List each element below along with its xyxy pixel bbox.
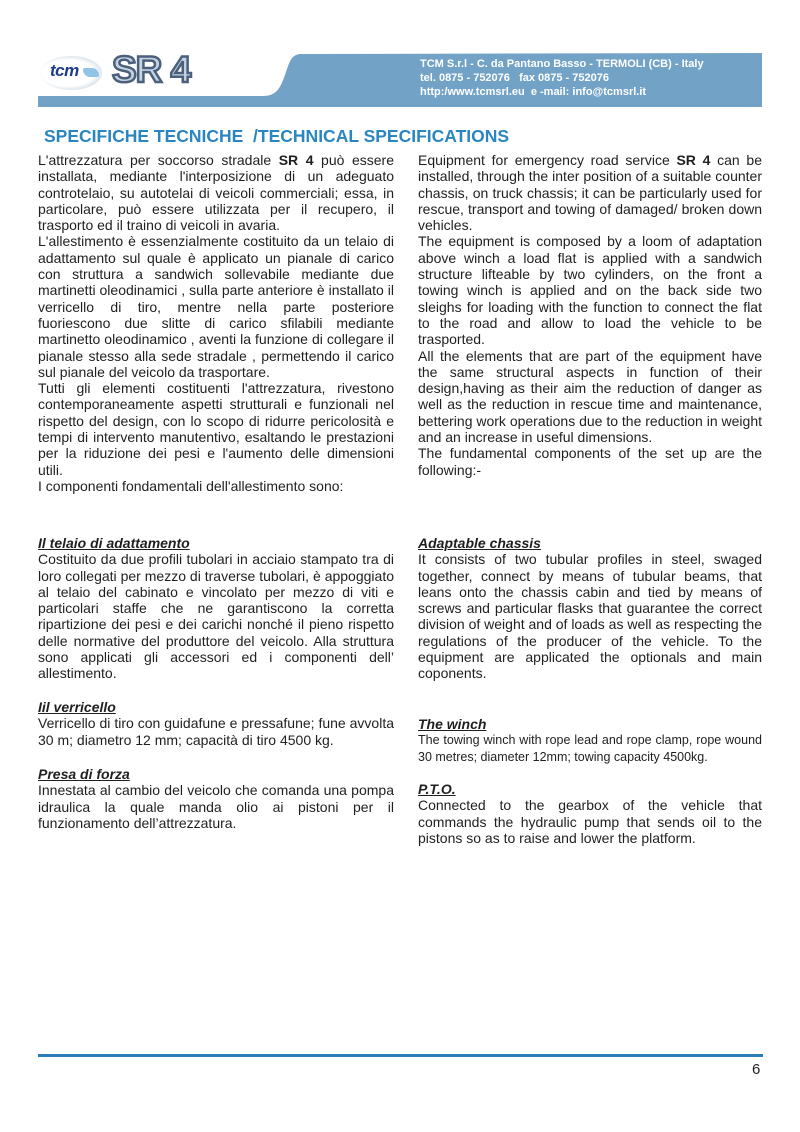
english-section-winch <box>418 716 762 765</box>
english-intro <box>418 152 762 478</box>
section-text: Innestata al cambio del veicolo che comanda una pompa idraulica la quale manda olio ai pistoni per il funzionamento dell’attrezzatura. <box>38 782 394 831</box>
product-logo: SR 4 <box>112 49 191 90</box>
section-heading: The winch <box>418 716 487 732</box>
english-intro-p4: The fundamental components of the set up are the following:- <box>418 445 762 478</box>
section-heading: Presa di forza <box>38 766 130 782</box>
section-heading: P.T.O. <box>418 781 456 797</box>
section-text: The towing winch with rope lead and rope clamp, rope wound 30 metres; diameter 12mm; towing capacity 4500kg. <box>418 733 762 764</box>
page-title: SPECIFICHE TECNICHE /TECHNICAL SPECIFICATIONS <box>44 126 510 146</box>
section-heading: Il telaio di adattamento <box>38 535 190 551</box>
brand-logo-text: tcm <box>50 61 79 80</box>
section-heading: Iil verricello <box>38 699 116 715</box>
section-heading: Adaptable chassis <box>418 535 541 551</box>
company-address: TCM S.r.l - C. da Pantano Basso - TERMOLI (CB) - Italy <box>420 58 704 70</box>
italian-intro <box>38 152 394 494</box>
company-contact <box>420 57 704 99</box>
english-section-chassis <box>418 535 762 682</box>
section-text: Connected to the gearbox of the vehicle that commands the hydraulic pump that sends oil to the pistons so as to raise and lower the platform. <box>418 797 762 846</box>
italian-section-pto <box>38 766 394 831</box>
section-text: It consists of two tubular profiles in steel, swaged together, connect by means of tubular beams, that leans onto the chassis cabin and tied by means of screws and particular flasks that guarantee the correct division of weight and of loads as well as respecting the regulations of the producer of the vehicle. To the equipment are applicated the optionals and main coponents. <box>418 551 762 682</box>
english-intro-p2: The equipment is composed by a loom of adaptation above winch a load flat is applied with a sandwich structure lifteable by two cylinders, on the front a towing winch is applied and on the back side two sleighs for loading with the function to connect the flat to the road and allow to load the vehicle to be trasported. <box>418 233 762 348</box>
company-phone-fax: tel. 0875 - 752076 fax 0875 - 752076 <box>420 72 609 84</box>
italian-intro-p2: L'allestimento è essenzialmente costituito da un telaio di adattamento sul quale è applicato un pianale di carico con struttura a sandwich sollevabile mediante due martinetti oleodinamici , sulla parte anteriore è installato il verricello di tiro, mentre nella parte posteriore fuoriescono due slitte di carico sfilabili mediante martinetto oleodinamico , aventi la funzione di collegare il pianale stesso alla sede stradale , permettendo il carico sul pianale del veicolo da trasportare. <box>38 233 394 380</box>
product-name-bold: SR 4 <box>278 152 314 168</box>
italian-section-winch <box>38 699 394 748</box>
italian-section-chassis <box>38 535 394 682</box>
section-text: Verricello di tiro con guidafune e pressafune; fune avvolta 30 m; diametro 12 mm; capacità di tiro 4500 kg. <box>38 715 394 748</box>
tcm-logo-wing-icon <box>83 68 99 77</box>
company-web-email[interactable]: http:/www.tcmsrl.eu e -mail: info@tcmsrl.it <box>420 86 647 98</box>
italian-intro-p1: L'attrezzatura per soccorso stradale SR 4 può essere installata, mediante l'interposizione di un adeguato controtelaio, su autotelai di veicoli commerciali; essa, in particolare, può essere utilizzata per il recupero, il trasporto ed il traino di veicoli in avaria. <box>38 152 394 234</box>
product-name-bold: SR 4 <box>676 152 711 168</box>
italian-intro-p3: Tutti gli elementi costituenti l'attrezzatura, rivestono contemporaneamente aspetti strutturali e funzionali nel rispetto del design, con lo scopo di ridurre pericolosità e tempi di intervento manutentivo, esaltando le prestazioni per la riduzione dei pesi e l'aumento delle dimensioni utili. <box>38 380 394 478</box>
italian-intro-p4: I componenti fondamentali dell'allestimento sono: <box>38 477 344 494</box>
english-intro-p1: Equipment for emergency road service SR 4 can be installed, through the inter position of a suitable counter chassis, on truck chassis; it can be particularly used for rescue, transport and towing of damaged/ broken down vehicles. <box>418 152 762 234</box>
section-text: Costituito da due profili tubolari in acciaio stampato tra di loro collegati per mezzo di traverse tubolari, è appoggiato al telaio del cabinato e vincolato per mezzo di viti e particolari staffe che ne garantiscono la corretta ripartizione dei pesi e dei carichi nonché il pieno rispetto delle normative del produttore del veicolo. Alla struttura sono applicati gli accessori ed i componenti dell’ allestimento. <box>38 551 394 682</box>
footer-divider <box>38 1054 763 1057</box>
english-section-pto <box>418 781 762 846</box>
page-number: 6 <box>752 1061 761 1078</box>
english-intro-p3: All the elements that are part of the equipment have the same structural aspects in function of their design,having as their aim the reduction of danger as well as the reduction in rescue time and maintenance, bettering work operations due to the reduction in weight and an increase in useful dimensions. <box>418 347 762 446</box>
